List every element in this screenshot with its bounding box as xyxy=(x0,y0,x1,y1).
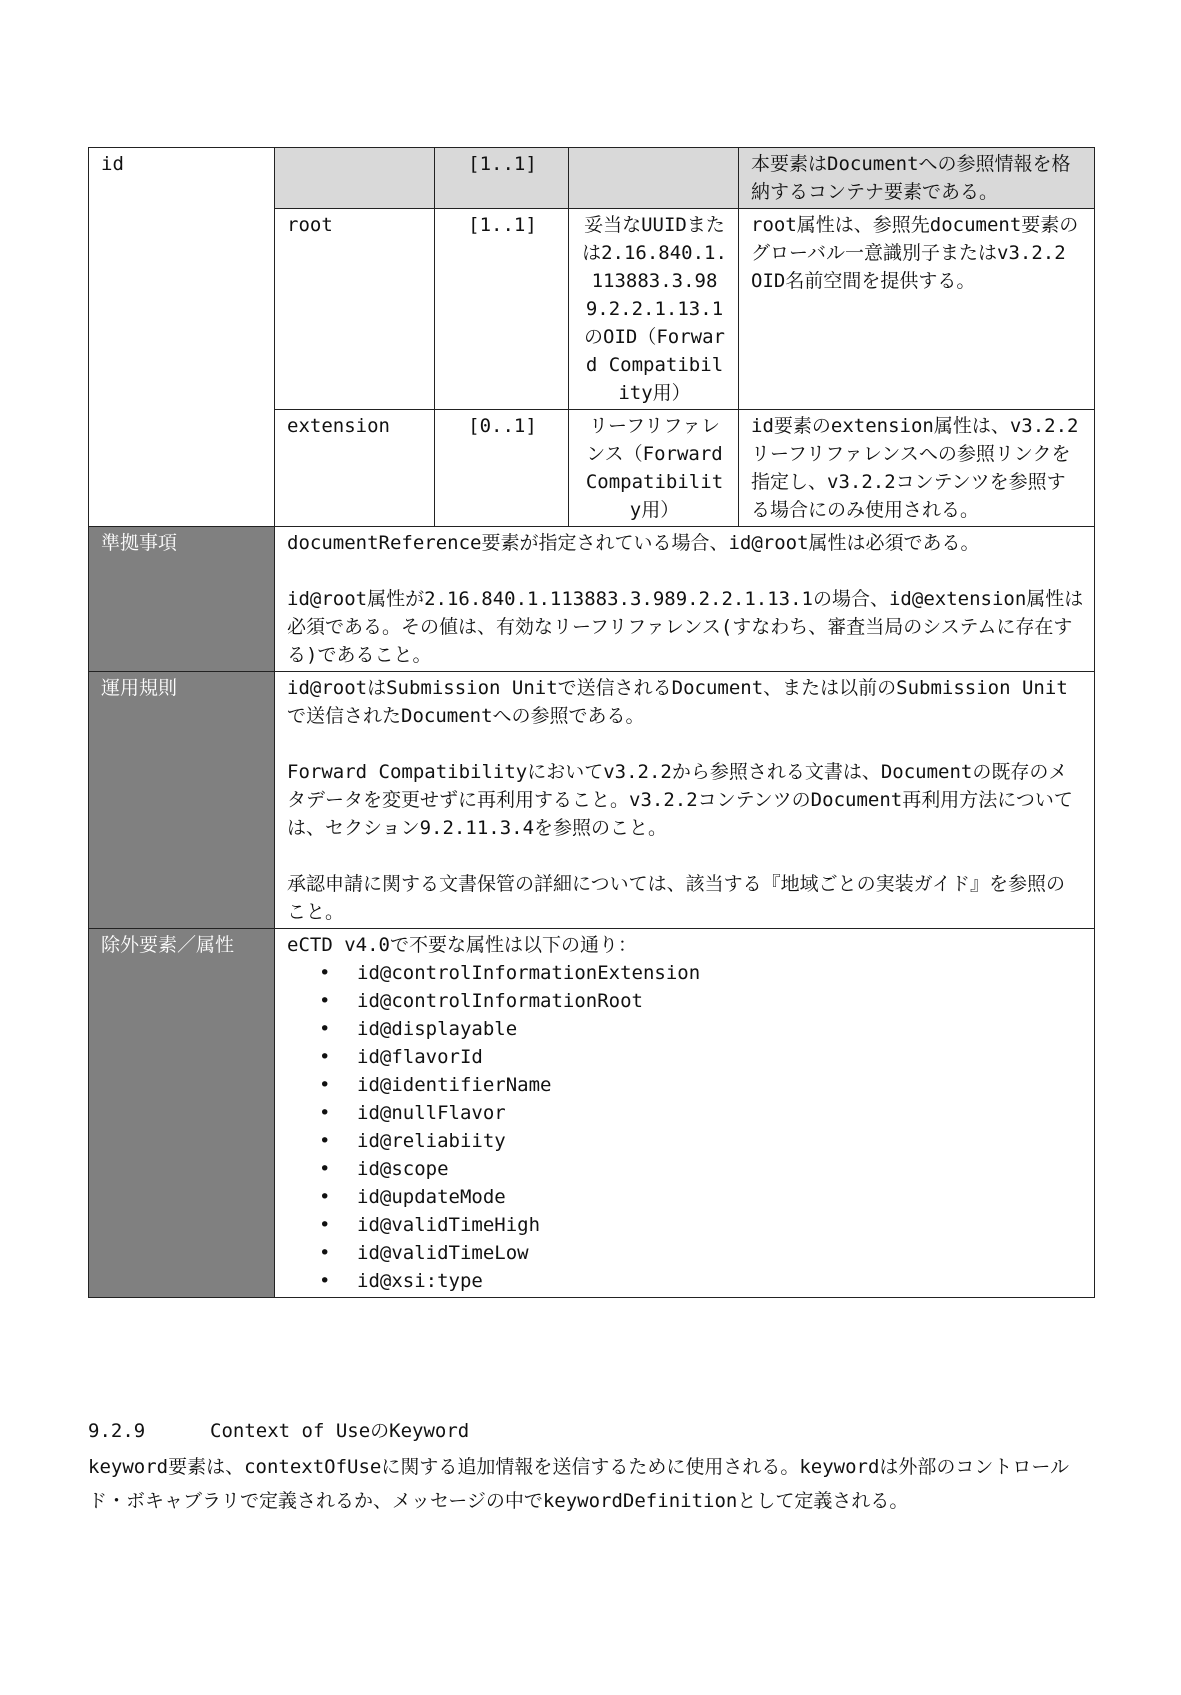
cardinality: [0..1] xyxy=(468,415,537,437)
section-number: 9.2.9 xyxy=(88,1420,146,1442)
list-item: • id@validTimeHigh xyxy=(339,1211,1084,1239)
allowed-value: リーフリファレンス（Forward Compatibility用） xyxy=(585,415,724,521)
section-heading xyxy=(88,1416,469,1443)
attribute-cell-empty xyxy=(275,148,435,209)
compliance-content-cell xyxy=(275,527,1095,672)
attribute-cell xyxy=(275,410,435,527)
list-item: • id@updateMode xyxy=(339,1183,1084,1211)
list-item: • id@nullFlavor xyxy=(339,1099,1084,1127)
compliance-label: 準拠事項 xyxy=(101,532,178,554)
attribute-cell xyxy=(275,209,435,410)
operation-rule-row xyxy=(89,672,1095,929)
list-item: • id@reliabiity xyxy=(339,1127,1084,1155)
compliance-label-cell xyxy=(89,527,275,672)
compliance-row xyxy=(89,527,1095,672)
operation-paragraph: id@rootはSubmission Unitで送信されるDocument、または以前のSubmission Unitで送信されたDocumentへの参照である。 xyxy=(287,677,1068,727)
cardinality-cell xyxy=(435,148,569,209)
excluded-label: 除外要素／属性 xyxy=(101,934,235,956)
description: id要素のextension属性は、v3.2.2リーフリファレンスへの参照リンクを指定し、v3.2.2コンテンツを参照する場合にのみ使用される。 xyxy=(751,415,1079,521)
compliance-paragraph: id@root属性が2.16.840.1.113883.3.989.2.2.1.13.1の場合、id@extension属性は必須である。その値は、有効なリーフリファレンス(すなわち、審査当局のシステムに存在する)であること。 xyxy=(287,588,1084,666)
value-cell-empty xyxy=(569,148,739,209)
compliance-paragraph: documentReference要素が指定されている場合、id@root属性は必須である。 xyxy=(287,532,980,554)
list-item: • id@xsi:type xyxy=(339,1267,1084,1295)
spec-table xyxy=(88,147,1095,1298)
list-item: • id@controlInformationRoot xyxy=(339,987,1084,1015)
list-item: • id@displayable xyxy=(339,1015,1084,1043)
value-cell xyxy=(569,410,739,527)
section-body: keyword要素は、contextOfUseに関する追加情報を送信するために使用される。keywordは外部のコントロールド・ボキャブラリで定義されるか、メッセージの中でkeywordDefinitionとして定義される。 xyxy=(88,1456,1070,1512)
attribute-name: root xyxy=(287,214,333,236)
excluded-row xyxy=(89,929,1095,1298)
excluded-intro: eCTD v4.0で不要な属性は以下の通り： xyxy=(287,934,637,956)
excluded-content-cell xyxy=(275,929,1095,1298)
allowed-value: 妥当なUUIDまたは2.16.840.1.113883.3.989.2.2.1.13.1のOID（Forward Compatibility用） xyxy=(582,214,727,404)
list-item: • id@scope xyxy=(339,1155,1084,1183)
element-name-cell xyxy=(89,148,275,527)
operation-content-cell xyxy=(275,672,1095,929)
description-cell xyxy=(739,410,1095,527)
attribute-name: extension xyxy=(287,415,390,437)
operation-label-cell xyxy=(89,672,275,929)
operation-paragraph: 承認申請に関する文書保管の詳細については、該当する『地域ごとの実装ガイド』を参照のこと。 xyxy=(287,873,1066,923)
value-cell xyxy=(569,209,739,410)
excluded-attribute-list xyxy=(287,959,1084,1295)
cardinality-cell xyxy=(435,410,569,527)
description-cell xyxy=(739,148,1095,209)
description: root属性は、参照先document要素のグローバル一意識別子またはv3.2.2 OID名前空間を提供する。 xyxy=(751,214,1079,292)
id-row xyxy=(89,148,1095,209)
operation-paragraph: Forward Compatibilityにおいてv3.2.2から参照される文書は、Documentの既存のメタデータを変更せずに再利用すること。v3.2.2コンテンツのDocument再利用方法については、セクション9.2.11.3.4を参照のこと。 xyxy=(287,761,1073,839)
description-cell xyxy=(739,209,1095,410)
section-title: Context of UseのKeyword xyxy=(210,1420,470,1442)
list-item: • id@flavorId xyxy=(339,1043,1084,1071)
list-item: • id@controlInformationExtension xyxy=(339,959,1084,987)
operation-label: 運用規則 xyxy=(101,677,178,699)
list-item: • id@validTimeLow xyxy=(339,1239,1084,1267)
excluded-label-cell xyxy=(89,929,275,1298)
cardinality: [1..1] xyxy=(468,153,537,175)
element-name: id xyxy=(101,153,124,175)
description: 本要素はDocumentへの参照情報を格納するコンテナ要素である。 xyxy=(751,153,1071,203)
cardinality-cell xyxy=(435,209,569,410)
list-item: • id@identifierName xyxy=(339,1071,1084,1099)
cardinality: [1..1] xyxy=(468,214,537,236)
